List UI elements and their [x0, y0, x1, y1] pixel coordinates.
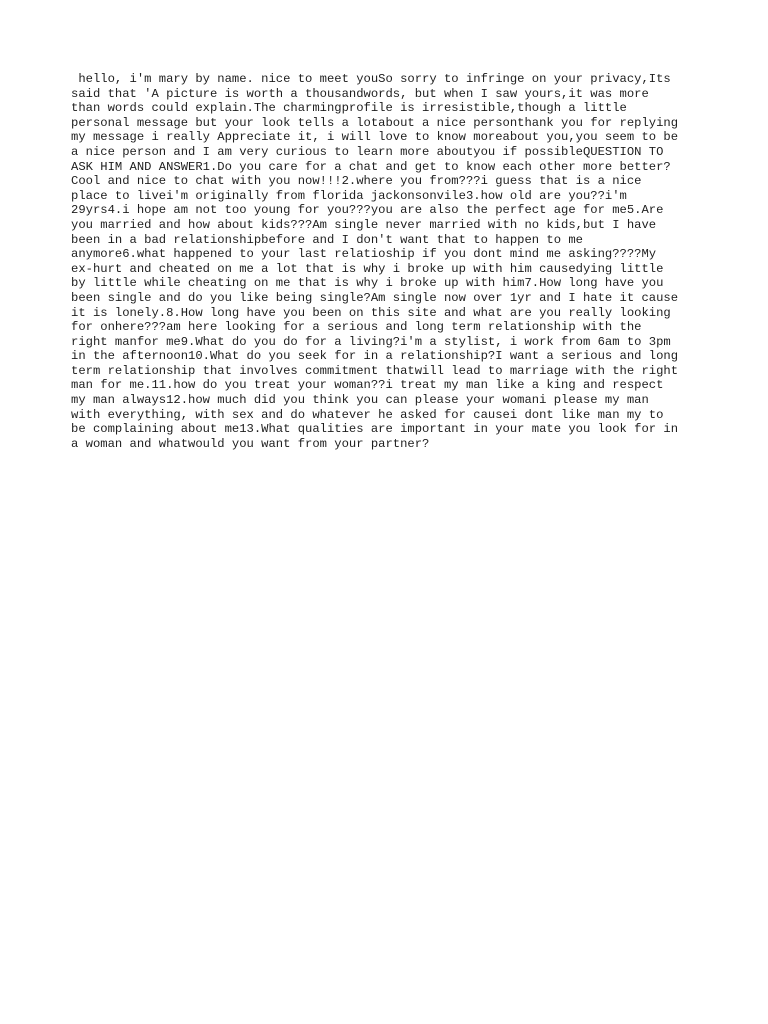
document-body-text: hello, i'm mary by name. nice to meet youSo sorry to infringe on your privacy,Its said that 'A picture is worth a thousandwords, but when I saw yours,it was more than words could explain.The charmingprofile is irresistible,though a little personal message but your look tells a lotabout a nice personthank you for replying my message i really Appreciate it, i will love to know moreabout you,you seem to be a nice person and I am very curious to learn more aboutyou if possibleQUESTION TO ASK HIM AND ANSWER1.Do you care for a chat and get to know each other more better? Cool and nice to chat with you now!!!2.where you from???i guess that is a nice place to livei'm originally from florida jackonsonvile3.how old are you??i'm 29yrs4.i hope am not too young for you???you are also the perfect age for me5.Are you married and how about kids???Am single never married with no kids,but I have been in a bad relationshipbefore and I don't want that to happen to me anymore6.what happened to your last relatioship if you dont mind me asking????My ex-hurt and cheated on me a lot that is why i broke up with him causedying little by little while cheating on me that is why i broke up with him7.How long have you been single and do you like being single?Am single now over 1yr and I hate it cause it is lonely.8.How long have you been on this site and what are you really looking for onhere???am here looking for a serious and long term relationship with the right manfor me9.What do you do for a living?i'm a stylist, i work from 6am to 3pm in the afternoon10.What do you seek for in a relationship?I want a serious and long term relationship that involves commitment thatwill lead to marriage with the right man for me.11.how do you treat your woman??i treat my man like a king and respect my man always12.how much did you think you can please your womani please my man with everything, with sex and do whatever he asked for causei dont like man my to be complaining about me13.What qualities are important in your mate you look for in a woman and whatwould you want from your partner? [71, 72, 679, 451]
